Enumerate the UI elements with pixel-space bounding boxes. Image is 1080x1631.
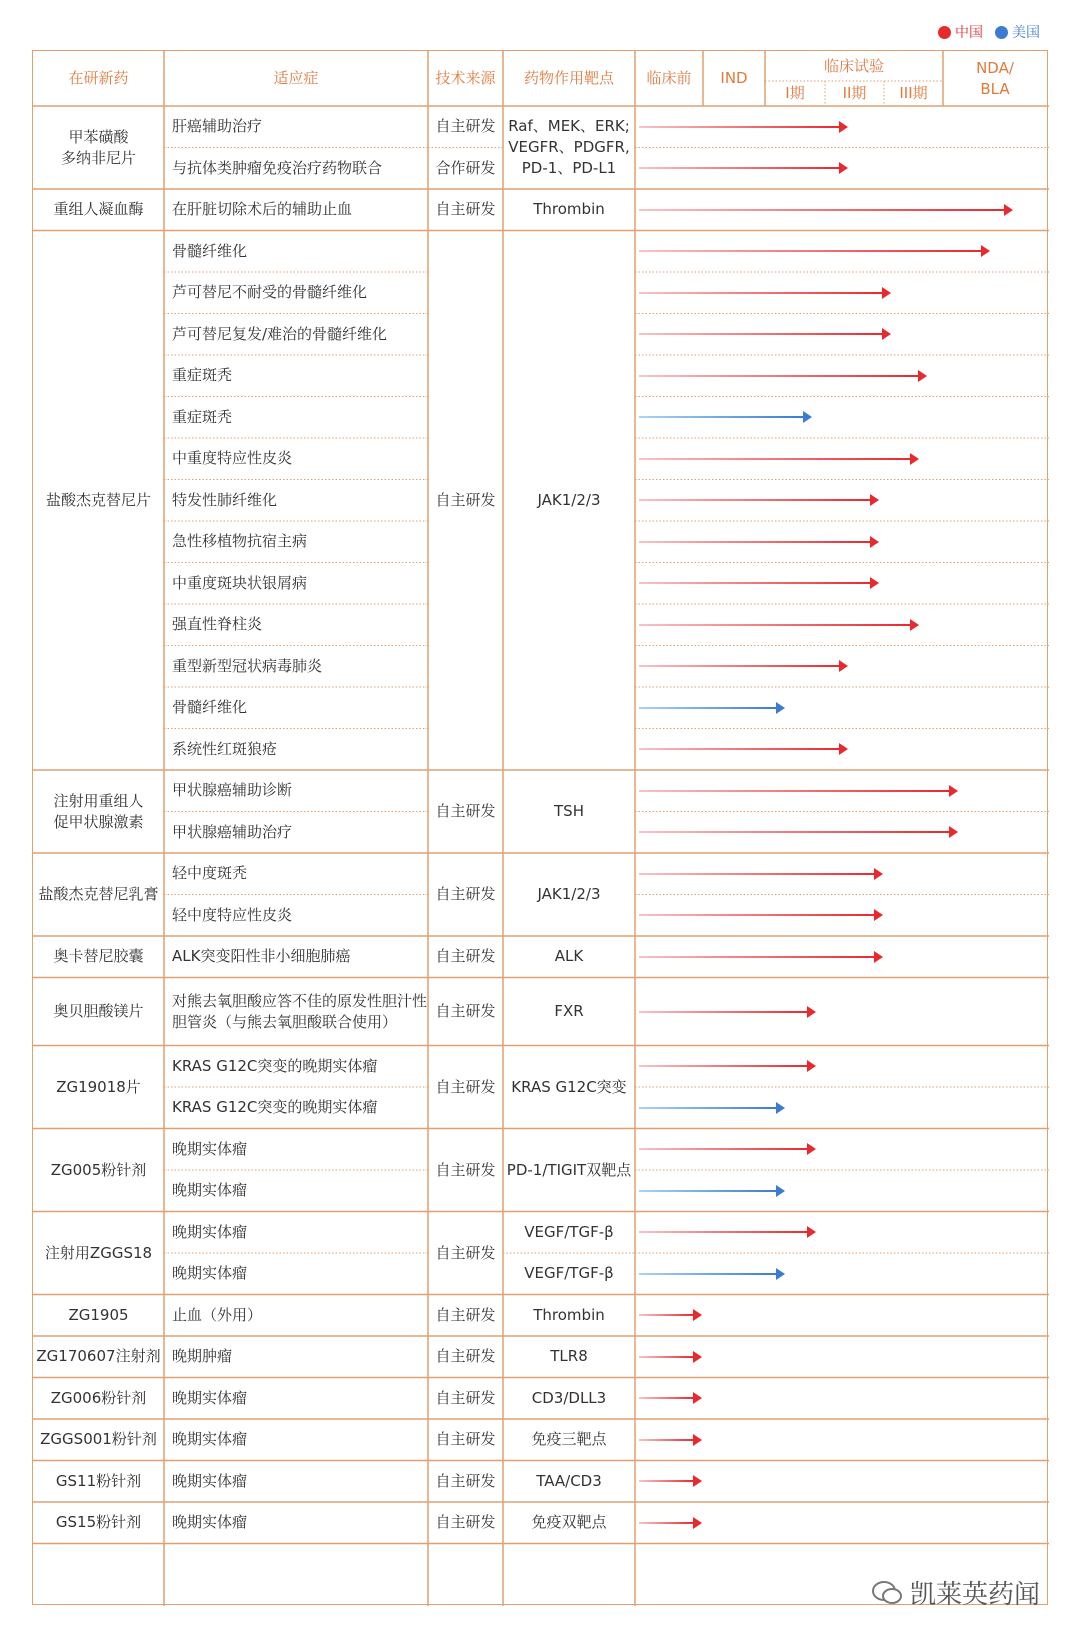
legend-china-label: 中国 xyxy=(955,25,983,41)
drug-target: TSH xyxy=(554,802,584,820)
progress-arrow-china xyxy=(639,1397,694,1399)
progress-arrow-china xyxy=(639,167,840,169)
indication-cell: KRAS G12C突变的晚期实体瘤 xyxy=(172,1098,378,1117)
indication-cell: 晚期实体瘤 xyxy=(172,1430,248,1449)
progress-arrow-usa xyxy=(639,416,804,418)
progress-arrow-china xyxy=(639,333,883,335)
tech-source: 自主研发 xyxy=(435,885,496,903)
drug-name: ZG006粉针剂 xyxy=(50,1388,147,1407)
indication-cell: 甲状腺癌辅助诊断 xyxy=(172,781,293,800)
header-ind: IND xyxy=(720,69,748,87)
arrow-head-icon xyxy=(693,1392,702,1404)
arrow-head-icon xyxy=(776,1102,785,1114)
drug-target: FXR xyxy=(554,1002,584,1020)
arrow-head-icon xyxy=(776,1268,785,1280)
progress-arrow-china xyxy=(639,1065,808,1067)
legend-china xyxy=(938,22,983,42)
drug-target: VEGF/TGF-β xyxy=(524,1222,614,1241)
wechat-icon xyxy=(872,1580,902,1606)
indication-cell: 特发性肺纤维化 xyxy=(172,490,278,509)
indication-cell: 晚期实体瘤 xyxy=(172,1513,248,1532)
drug-name: 奥贝胆酸镁片 xyxy=(53,1002,144,1020)
drug-target: CD3/DLL3 xyxy=(531,1388,607,1407)
indication-cell: 晚期肿瘤 xyxy=(172,1347,233,1366)
indication-cell: 对熊去氧胆酸应答不佳的原发性胆汁性 胆管炎（与熊去氧胆酸联合使用） xyxy=(172,991,428,1031)
arrow-head-icon xyxy=(839,121,848,133)
indication-cell: 轻中度斑秃 xyxy=(172,864,248,883)
arrow-head-icon xyxy=(807,1060,816,1072)
progress-arrow-china xyxy=(639,1356,694,1358)
indication-cell: 中重度斑块状银屑病 xyxy=(172,573,308,592)
header-target: 药物作用靶点 xyxy=(523,69,614,87)
indication-cell: 中重度特应性皮炎 xyxy=(172,449,293,468)
header-source: 技术来源 xyxy=(435,69,496,87)
progress-arrow-china xyxy=(639,209,1005,211)
drug-target: Thrombin xyxy=(533,1305,605,1324)
drug-name: 盐酸杰克替尼片 xyxy=(45,490,151,509)
progress-arrow-china xyxy=(639,541,871,543)
indication-cell: 晚期实体瘤 xyxy=(172,1181,248,1200)
indication-cell: 止血（外用） xyxy=(172,1305,263,1324)
drug-name: 盐酸杰克替尼乳膏 xyxy=(38,885,159,903)
tech-source: 自主研发 xyxy=(435,1002,496,1020)
drug-name: 甲苯磺酸 多纳非尼片 xyxy=(60,127,136,167)
indication-cell: 晚期实体瘤 xyxy=(172,1264,248,1283)
tech-source: 自主研发 xyxy=(435,1513,496,1532)
drug-target: VEGF/TGF-β xyxy=(524,1264,614,1283)
indication-cell: 系统性红斑狼疮 xyxy=(172,739,278,758)
progress-arrow-china xyxy=(639,748,840,750)
indication-cell: 骨髓纤维化 xyxy=(172,698,248,717)
arrow-head-icon xyxy=(807,1143,816,1155)
arrow-head-icon xyxy=(910,619,919,631)
indication-cell: 重型新型冠状病毒肺炎 xyxy=(172,656,323,675)
arrow-head-icon xyxy=(874,868,883,880)
drug-target: KRAS G12C突变 xyxy=(511,1077,627,1096)
drug-name: ZG005粉针剂 xyxy=(50,1160,147,1179)
drug-name: ZG170607注射剂 xyxy=(36,1347,161,1366)
indication-cell: 晚期实体瘤 xyxy=(172,1388,248,1407)
progress-arrow-china xyxy=(639,582,871,584)
progress-arrow-usa xyxy=(639,1273,777,1275)
tech-source: 自主研发 xyxy=(435,1471,496,1490)
progress-arrow-china xyxy=(639,1231,808,1233)
usa-dot-icon xyxy=(995,26,1008,39)
legend-usa-label: 美国 xyxy=(1012,25,1040,41)
progress-arrow-china xyxy=(639,375,919,377)
drug-target: TAA/CD3 xyxy=(536,1471,602,1490)
progress-arrow-china xyxy=(639,956,875,958)
drug-name: 注射用ZGGS18 xyxy=(44,1243,153,1262)
drug-name: ZGGS001粉针剂 xyxy=(40,1430,157,1449)
arrow-head-icon xyxy=(693,1351,702,1363)
arrow-head-icon xyxy=(882,328,891,340)
drug-target: Raf、MEK、ERK; VEGFR、PDGFR, PD-1、PD-L1 xyxy=(508,117,630,177)
drug-target: PD-1/TIGIT双靶点 xyxy=(506,1160,632,1179)
arrow-head-icon xyxy=(807,1226,816,1238)
progress-arrow-china xyxy=(639,499,871,501)
header-indication: 适应症 xyxy=(273,69,319,87)
header-phase1: I期 xyxy=(785,84,805,102)
arrow-head-icon xyxy=(776,702,785,714)
arrow-head-icon xyxy=(693,1309,702,1321)
progress-arrow-china xyxy=(639,914,875,916)
arrow-head-icon xyxy=(693,1475,702,1487)
indication-cell: 甲状腺癌辅助治疗 xyxy=(172,822,293,841)
progress-arrow-china xyxy=(639,665,840,667)
drug-target: JAK1/2/3 xyxy=(537,885,601,903)
progress-arrow-china xyxy=(639,250,982,252)
arrow-head-icon xyxy=(839,743,848,755)
tech-source: 自主研发 xyxy=(435,117,496,136)
arrow-head-icon xyxy=(874,909,883,921)
indication-cell: 肝癌辅助治疗 xyxy=(172,117,263,136)
tech-source: 自主研发 xyxy=(435,1077,496,1096)
progress-arrow-usa xyxy=(639,1190,777,1192)
indication-cell: 急性移植物抗宿主病 xyxy=(172,532,308,551)
arrow-head-icon xyxy=(870,494,879,506)
arrow-head-icon xyxy=(776,1185,785,1197)
drug-target: 免疫双靶点 xyxy=(531,1513,607,1532)
indication-cell: 芦可替尼复发/难治的骨髓纤维化 xyxy=(172,324,388,343)
arrow-head-icon xyxy=(918,370,927,382)
arrow-head-icon xyxy=(1004,204,1013,216)
progress-arrow-china xyxy=(639,458,911,460)
drug-target: 免疫三靶点 xyxy=(531,1430,607,1449)
tech-source: 自主研发 xyxy=(435,200,496,219)
tech-source: 自主研发 xyxy=(435,947,496,966)
drug-name: 重组人凝血酶 xyxy=(53,200,144,219)
indication-cell: ALK突变阳性非小细胞肺癌 xyxy=(172,947,351,966)
header-drug: 在研新药 xyxy=(68,69,129,87)
indication-cell: 与抗体类肿瘤免疫治疗药物联合 xyxy=(172,158,383,177)
tech-source: 自主研发 xyxy=(435,490,496,509)
tech-source: 自主研发 xyxy=(435,1430,496,1449)
arrow-head-icon xyxy=(981,245,990,257)
tech-source: 自主研发 xyxy=(435,1160,496,1179)
tech-source: 自主研发 xyxy=(435,1347,496,1366)
drug-target: Thrombin xyxy=(533,200,605,219)
drug-name: GS11粉针剂 xyxy=(55,1471,142,1490)
pipeline-table xyxy=(32,50,1048,1605)
indication-cell: 晚期实体瘤 xyxy=(172,1139,248,1158)
drug-name: 注射用重组人 促甲状腺激素 xyxy=(53,791,144,831)
header-nda-bla: NDA/ BLA xyxy=(976,58,1014,98)
progress-arrow-usa xyxy=(639,707,777,709)
arrow-head-icon xyxy=(882,287,891,299)
header-phase3: III期 xyxy=(899,84,928,102)
drug-name: ZG19018片 xyxy=(56,1077,141,1096)
indication-cell: 在肝脏切除术后的辅助止血 xyxy=(172,200,353,219)
progress-arrow-china xyxy=(639,624,911,626)
progress-arrow-china xyxy=(639,1439,694,1441)
arrow-head-icon xyxy=(803,411,812,423)
arrow-head-icon xyxy=(807,1006,816,1018)
progress-arrow-china xyxy=(639,292,883,294)
arrow-head-icon xyxy=(693,1434,702,1446)
legend xyxy=(938,22,1040,42)
indication-cell: 晚期实体瘤 xyxy=(172,1222,248,1241)
indication-cell: 芦可替尼不耐受的骨髓纤维化 xyxy=(172,283,368,302)
arrow-head-icon xyxy=(839,162,848,174)
arrow-head-icon xyxy=(870,536,879,548)
progress-arrow-china xyxy=(639,873,875,875)
tech-source: 合作研发 xyxy=(435,158,496,177)
progress-arrow-china xyxy=(639,831,950,833)
indication-cell: 重症斑秃 xyxy=(172,407,233,426)
progress-arrow-usa xyxy=(639,1107,777,1109)
indication-cell: 轻中度特应性皮炎 xyxy=(172,905,293,924)
arrow-head-icon xyxy=(693,1517,702,1529)
indication-cell: 晚期实体瘤 xyxy=(172,1471,248,1490)
arrow-head-icon xyxy=(874,951,883,963)
china-dot-icon xyxy=(938,26,951,39)
progress-arrow-china xyxy=(639,1522,694,1524)
drug-name: 奥卡替尼胶囊 xyxy=(53,947,144,966)
progress-arrow-china xyxy=(639,1480,694,1482)
progress-arrow-china xyxy=(639,1011,808,1013)
progress-arrow-china xyxy=(639,1314,694,1316)
drug-target: TLR8 xyxy=(550,1347,588,1366)
progress-arrow-china xyxy=(639,790,950,792)
arrow-head-icon xyxy=(949,826,958,838)
tech-source: 自主研发 xyxy=(435,1305,496,1324)
header-phase2: II期 xyxy=(842,84,867,102)
arrow-head-icon xyxy=(949,785,958,797)
drug-target: ALK xyxy=(554,947,584,966)
indication-cell: 强直性脊柱炎 xyxy=(172,615,263,634)
tech-source: 自主研发 xyxy=(435,1243,496,1262)
drug-target: JAK1/2/3 xyxy=(537,490,601,509)
watermark-text: 凯莱英药闻 xyxy=(909,1580,1040,1610)
arrow-head-icon xyxy=(839,660,848,672)
drug-name: ZG1905 xyxy=(68,1305,129,1324)
arrow-head-icon xyxy=(870,577,879,589)
tech-source: 自主研发 xyxy=(435,802,496,820)
tech-source: 自主研发 xyxy=(435,1388,496,1407)
indication-cell: 骨髓纤维化 xyxy=(172,241,248,260)
arrow-head-icon xyxy=(910,453,919,465)
header-clinical-trial: 临床试验 xyxy=(823,56,884,75)
indication-cell: KRAS G12C突变的晚期实体瘤 xyxy=(172,1056,378,1075)
header-preclinical: 临床前 xyxy=(646,69,692,87)
progress-arrow-china xyxy=(639,126,840,128)
progress-arrow-china xyxy=(639,1148,808,1150)
watermark xyxy=(872,1574,1040,1611)
legend-usa xyxy=(995,22,1040,42)
indication-cell: 重症斑秃 xyxy=(172,366,233,385)
drug-name: GS15粉针剂 xyxy=(55,1513,142,1532)
